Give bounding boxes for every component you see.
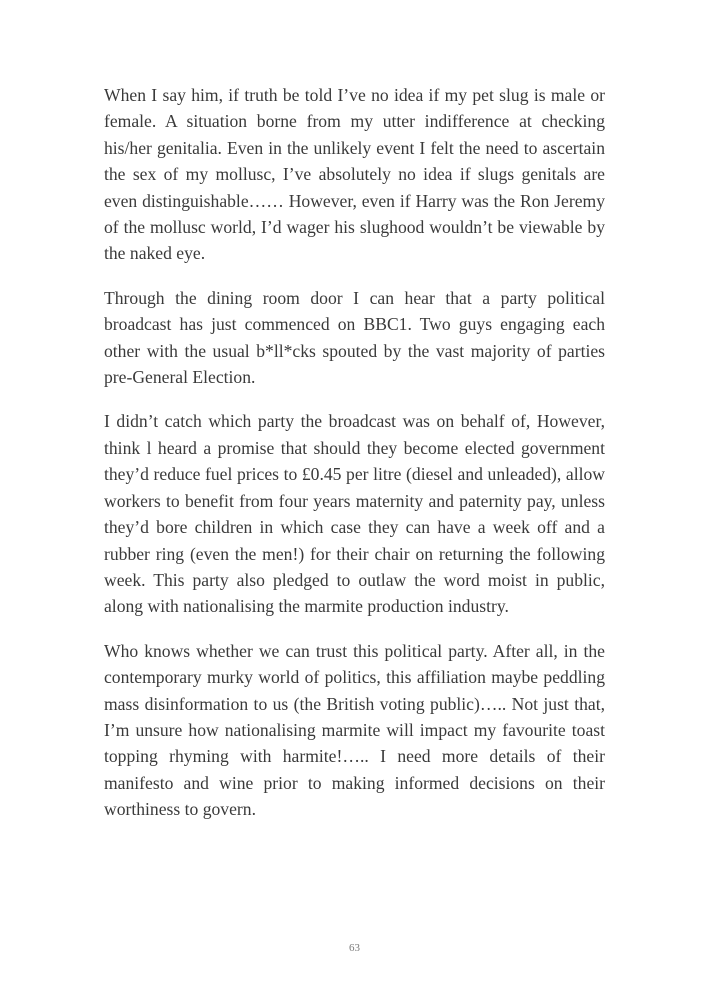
- page-number: 63: [349, 942, 360, 954]
- paragraph-2: Through the dining room door I can hear that a party political broadcast has just commenced on BBC1. Two guys engaging each other with the usual b*ll*cks spouted by the vast majority of parties pre-General Election.: [104, 287, 605, 388]
- paragraph-4: Who knows whether we can trust this political party. After all, in the contemporary murky world of politics, this affiliation maybe peddling mass disinformation to us (the British voting public)….. Not just that, I’m unsure how nationalising marmite will impact my favourite toast topping rhyming with harmite!….. I need more details of their manifesto and wine prior to making informed decisions on their worthiness to govern.: [104, 640, 605, 820]
- paragraph-1: When I say him, if truth be told I’ve no idea if my pet slug is male or female. A situation borne from my utter indifference at checking his/her genitalia. Even in the unlikely event I felt the need to ascertain the sex of my mollusc, I’ve absolutely no idea if slugs genitals are even distinguishable…… However, even if Harry was the Ron Jeremy of the mollusc world, I’d wager his slughood wouldn’t be viewable by the naked eye.: [104, 85, 605, 264]
- paragraph-3: I didn’t catch which party the broadcast was on behalf of, However, think l heard a promise that should they become elected government they’d reduce fuel prices to £0.45 per litre (diesel and unleaded), allow workers to benefit from four years maternity and paternity pay, unless they’d bore children in which case they can have a week off and a rubber ring (even the men!) for their chair on returning the following week. This party also pledged to outlaw the word moist in public, along with nationalising the marmite production industry.: [104, 411, 605, 617]
- body-text: [104, 82, 605, 841]
